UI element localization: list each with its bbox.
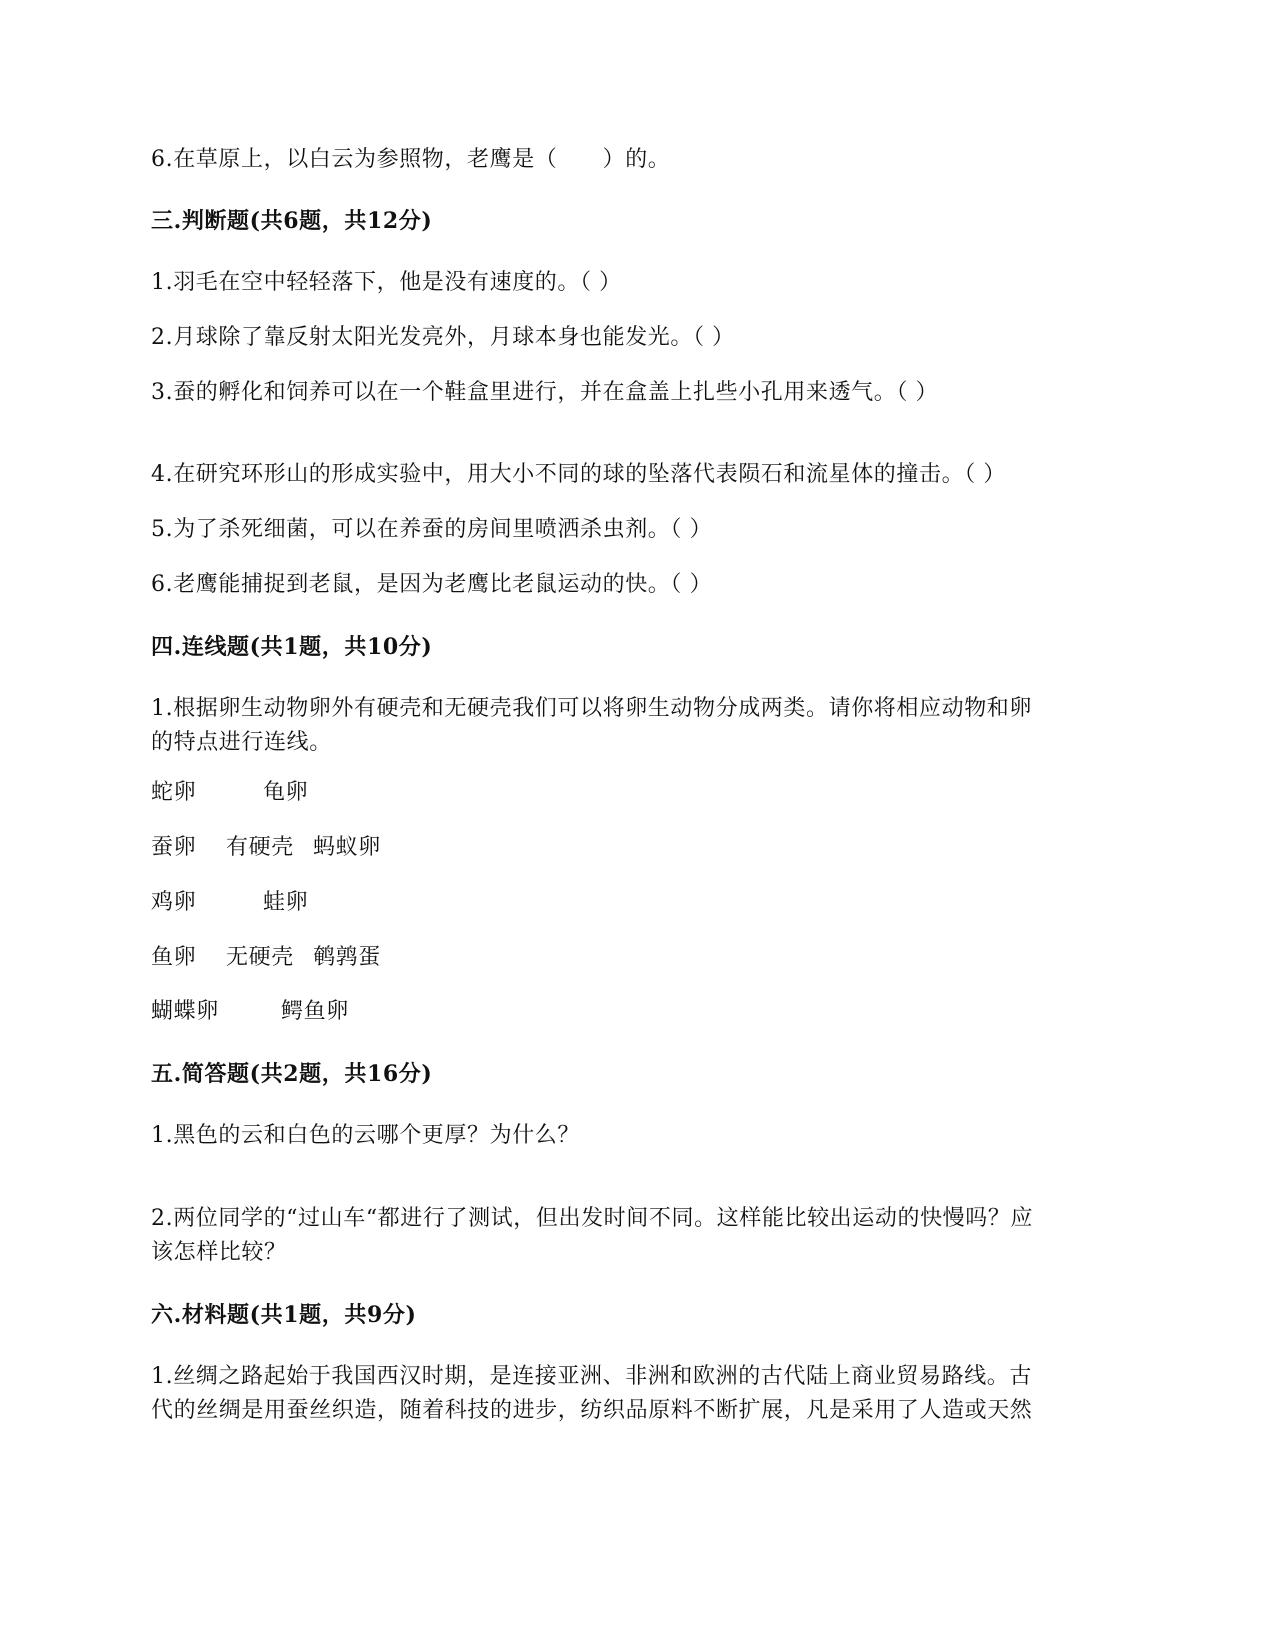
question-3-6: 6.老鹰能捕捉到老鼠，是因为老鹰比老鼠运动的快。（ ）: [151, 572, 713, 597]
question-6-1-line-2: 代的丝绸是用蚕丝织造，随着科技的进步，纺织品原料不断扩展，凡是采用了人造或天然: [151, 1398, 1033, 1423]
question-4-1-line-2: 的特点进行连线。: [151, 730, 332, 755]
match-left-4: 鱼卵: [151, 945, 197, 970]
question-3-3: 3.蚕的孵化和饲养可以在一个鞋盒里进行，并在盒盖上扎些小孔用来透气。（ ）: [151, 380, 939, 405]
section-3-heading: 三.判断题(共6题，共12分): [151, 208, 433, 234]
question-3-1: 1.羽毛在空中轻轻落下，他是没有速度的。（ ）: [151, 270, 622, 295]
question-2-6: 6.在草原上，以白云为参照物，老鹰是（ ）的。: [151, 147, 671, 172]
question-3-5: 5.为了杀死细菌，可以在养蚕的房间里喷洒杀虫剂。（ ）: [151, 517, 713, 542]
match-left-3: 鸡卵: [151, 890, 197, 915]
match-right-4: 鹌鹑蛋: [313, 945, 381, 970]
section-4-heading: 四.连线题(共1题，共10分): [151, 634, 433, 660]
match-right-2: 蚂蚁卵: [313, 835, 381, 860]
match-middle-no-shell: 无硬壳: [226, 945, 294, 970]
section-6-heading: 六.材料题(共1题，共9分): [151, 1302, 417, 1328]
match-left-1: 蛇卵: [151, 780, 197, 805]
question-4-1-line-1: 1.根据卵生动物卵外有硬壳和无硬壳我们可以将卵生动物分成两类。请你将相应动物和卵: [151, 696, 1032, 721]
match-left-5: 蝴蝶卵: [151, 999, 219, 1024]
question-3-2: 2.月球除了靠反射太阳光发亮外，月球本身也能发光。（ ）: [151, 325, 735, 350]
question-5-2-line-2: 该怎样比较？: [151, 1240, 287, 1265]
question-6-1-line-1: 1.丝绸之路起始于我国西汉时期，是连接亚洲、非洲和欧洲的古代陆上商业贸易路线。古: [151, 1364, 1032, 1389]
match-right-3: 蛙卵: [263, 890, 309, 915]
match-right-1: 龟卵: [263, 780, 309, 805]
section-5-heading: 五.简答题(共2题，共16分): [151, 1061, 433, 1087]
question-3-4: 4.在研究环形山的形成实验中，用大小不同的球的坠落代表陨石和流星体的撞击。（ ）: [151, 462, 1006, 487]
match-left-2: 蚕卵: [151, 835, 197, 860]
question-5-2-line-1: 2.两位同学的“过山车“都进行了测试，但出发时间不同。这样能比较出运动的快慢吗？应: [151, 1206, 1034, 1231]
match-middle-hard-shell: 有硬壳: [226, 835, 294, 860]
match-right-5: 鳄鱼卵: [281, 999, 349, 1024]
question-5-1: 1.黑色的云和白色的云哪个更厚？为什么？: [151, 1123, 580, 1148]
